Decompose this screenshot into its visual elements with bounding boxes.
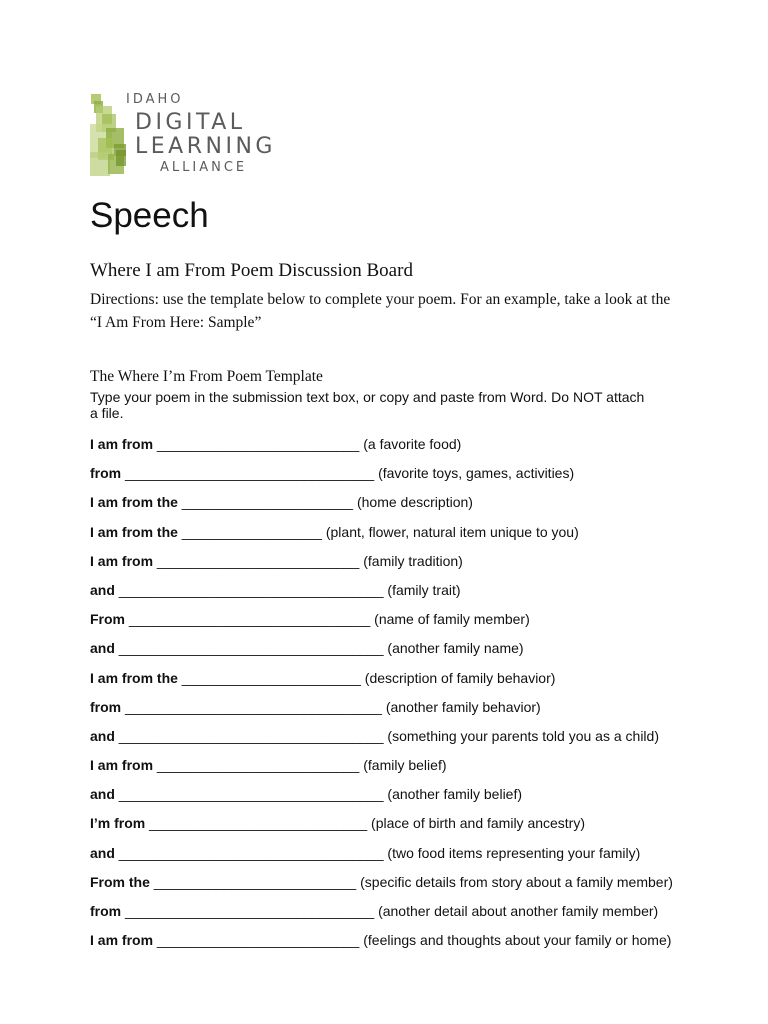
line-hint: (another detail about another family member) [378,903,659,919]
line-hint: (place of birth and family ancestry) [371,815,586,832]
line-hint: (another family behavior) [385,698,541,715]
directions-text: Directions: use the template below to complete your poem. For an example, take a look at the “I Am From Here: Sample” [90,291,671,331]
poem-line [90,580,730,609]
page-title: Speech [90,196,209,235]
line-lead: I am from the [90,523,178,540]
line-lead: I am from [90,757,154,774]
line-blank: ________________________________ [125,465,375,482]
line-lead: I am from [90,552,154,569]
poem-line [90,609,730,638]
line-blank: ____________________________ [149,815,368,832]
poem-line [90,463,730,492]
line-hint: (another family belief) [387,786,523,803]
line-lead: and [90,844,115,861]
line-blank: __________________________________ [118,640,384,657]
line-blank: __________________________ [156,436,360,452]
line-lead: and [90,727,115,744]
line-lead: From [90,611,125,628]
line-lead: From the [90,873,150,890]
idaho-digital-learning-alliance-logo [88,92,303,182]
line-blank: __________________________________ [118,581,384,598]
line-blank: __________________________________ [118,844,384,861]
line-lead: from [90,465,122,482]
poem-line [90,726,730,755]
line-hint: (another family name) [387,640,524,657]
line-hint: (family trait) [387,581,461,598]
poem-line [90,697,730,726]
line-blank: _______________________ [181,669,361,686]
line-lead: from [90,698,122,715]
line-blank: __________________ [181,523,322,540]
line-lead: and [90,581,115,598]
poem-line [90,901,730,930]
line-hint: (feelings and thoughts about your family or home) [363,932,672,949]
poem-line [90,930,730,959]
line-lead: I am from [90,932,154,949]
line-blank: __________________________ [156,757,360,774]
line-blank: __________________________________ [118,727,384,744]
poem-line [90,434,730,463]
line-lead: I’m from [90,815,146,832]
line-lead: and [90,640,115,657]
poem-line [90,755,730,784]
line-lead: I am from [90,436,154,452]
line-blank: __________________________ [156,552,360,569]
poem-line [90,522,730,551]
poem-line [90,668,730,697]
line-blank: _________________________________ [125,698,382,715]
line-blank: ________________________________ [125,903,375,919]
line-lead: and [90,786,115,803]
line-hint: (name of family member) [374,611,530,628]
line-hint: (a favorite food) [363,436,462,452]
line-lead: I am from the [90,669,178,686]
line-hint: (two food items representing your family) [387,844,641,861]
line-hint: (description of family behavior) [364,669,556,686]
page-subtitle: Where I am From Poem Discussion Board [90,260,413,281]
logo-line-digital: DIGITAL [135,110,246,135]
line-hint: (something your parents told you as a child) [387,727,659,744]
line-blank: ______________________ [181,494,354,511]
poem-line [90,551,730,580]
line-hint: (specific details from story about a family member) [360,873,673,890]
poem-line [90,492,730,521]
line-hint: (family belief) [363,757,447,774]
logo-line-learning: LEARNING [135,134,276,159]
poem-line [90,638,730,667]
logo-line-idaho: IDAHO [126,92,184,107]
submission-instructions: Type your poem in the submission text box, or copy and paste from Word. Do NOT attach a file. [90,389,645,421]
line-blank: _______________________________ [128,611,371,628]
line-hint: (home description) [356,494,473,511]
logo-graphic [88,92,128,182]
line-hint: (favorite toys, games, activities) [378,465,575,482]
poem-line [90,872,730,901]
line-blank: __________________________ [156,932,360,949]
line-lead: from [90,903,122,919]
poem-line [90,784,730,813]
line-blank: __________________________ [153,873,357,890]
line-hint: (family tradition) [363,552,463,569]
poem-template-lines [90,434,730,959]
poem-line [90,843,730,872]
logo-line-alliance: ALLIANCE [160,160,248,175]
poem-line [90,813,730,842]
line-lead: I am from the [90,494,178,511]
line-hint: (plant, flower, natural item unique to you) [325,523,579,540]
template-heading: The Where I’m From Poem Template [90,368,323,385]
line-blank: __________________________________ [118,786,384,803]
